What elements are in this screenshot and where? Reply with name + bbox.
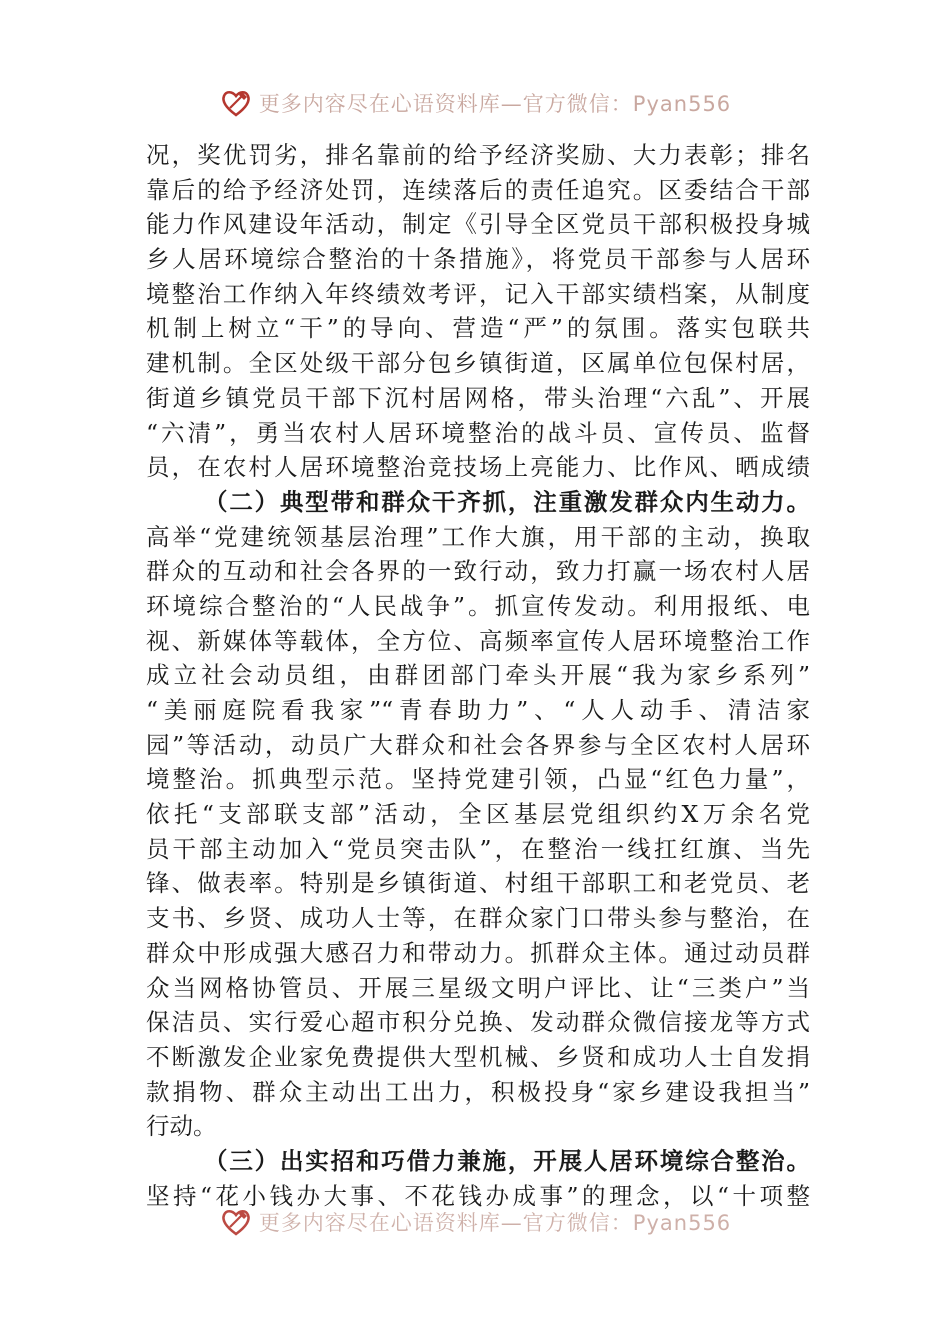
text-line: 视、新媒体等载体，全方位、高频率宣传人居环境整治工作 [146, 626, 810, 655]
text-line: 靠后的给予经济处罚，连续落后的责任追究。区委结合干部 [146, 175, 810, 204]
text-line: 众当网格协管员、开展三星级文明户评比、让“三类户”当 [146, 973, 810, 1002]
text-line: 员，在农村人居环境整治竞技场上亮能力、比作风、晒成绩 [146, 453, 810, 482]
text-line: 乡人居环境综合整治的十条措施》，将党员干部参与人居环 [146, 245, 810, 274]
watermark-top [0, 83, 950, 123]
text-line: 支书、乡贤、成功人士等，在群众家门口带头参与整治，在 [146, 904, 810, 933]
text-line: 街道乡镇党员干部下沉村居网格，带头治理“六乱”、开展 [146, 383, 810, 412]
text-line: 建机制。全区处级干部分包乡镇街道，区属单位包保村居， [146, 349, 810, 378]
watermark-text: 更多内容尽在心语资料库—官方微信：Pyan556 [258, 92, 732, 116]
text-line: 况，奖优罚劣，排名靠前的给予经济奖励、大力表彰；排名 [146, 141, 810, 169]
text-line: 能力作风建设年活动，制定《引导全区党员干部积极投身城 [146, 210, 810, 239]
text-line: 保洁员、实行爱心超市积分兑换、发动群众微信接龙等方式 [146, 1008, 810, 1037]
section-heading-3: （三）出实招和巧借力兼施，开展人居环境综合整治。 [204, 1146, 810, 1175]
text-line: “六清”，勇当农村人居环境整治的战斗员、宣传员、监督 [146, 418, 810, 447]
text-line: 款捐物、群众主动出工出力，积极投身“家乡建设我担当” [146, 1077, 810, 1106]
text-line: 成立社会动员组，由群团部门牵头开展“我为家乡系列” [146, 661, 810, 690]
watermark-bottom [0, 1202, 950, 1242]
text-line: “美丽庭院看我家”“青春助力”、“人人动手、清洁家 [146, 696, 810, 724]
text-line: 境整治工作纳入年终绩效考评，记入干部实绩档案，从制度 [146, 279, 810, 308]
heart-pen-logo-icon [219, 1205, 253, 1239]
text-line: 机制上树立“干”的导向、营造“严”的氛围。落实包联共 [146, 314, 810, 343]
text-line: 锋、做表率。特别是乡镇街道、村组干部职工和老党员、老 [146, 869, 810, 898]
text-line: 行动。 [146, 1112, 217, 1141]
text-line: 园”等活动，动员广大群众和社会各界参与全区农村人居环 [146, 730, 810, 759]
text-line: 群众中形成强大感召力和带动力。抓群众主体。通过动员群 [146, 938, 810, 967]
text-line: 不断激发企业家免费提供大型机械、乡贤和成功人士自发捐 [146, 1042, 810, 1071]
section-heading-2: （二）典型带和群众干齐抓，注重激发群众内生动力。 [204, 487, 810, 516]
watermark-text: 更多内容尽在心语资料库—官方微信：Pyan556 [258, 1211, 732, 1235]
text-line: 员干部主动加入“党员突击队”，在整治一线扛红旗、当先 [146, 834, 810, 863]
heart-pen-logo-icon [219, 86, 253, 120]
text-line: 依托“支部联支部”活动，全区基层党组织约X万余名党 [146, 800, 810, 829]
text-line: 群众的互动和社会各界的一致行动，致力打赢一场农村人居 [146, 557, 810, 586]
text-line: 坚持“花小钱办大事、不花钱办成事”的理念，以“十项整 [146, 1181, 810, 1210]
text-line: 境整治。抓典型示范。坚持党建引领，凸显“红色力量”， [146, 765, 810, 794]
text-line: 环境综合整治的“人民战争”。抓宣传发动。利用报纸、电 [146, 591, 810, 620]
document-body [146, 138, 810, 1213]
text-line: 高举“党建统领基层治理”工作大旗，用干部的主动，换取 [146, 522, 810, 551]
